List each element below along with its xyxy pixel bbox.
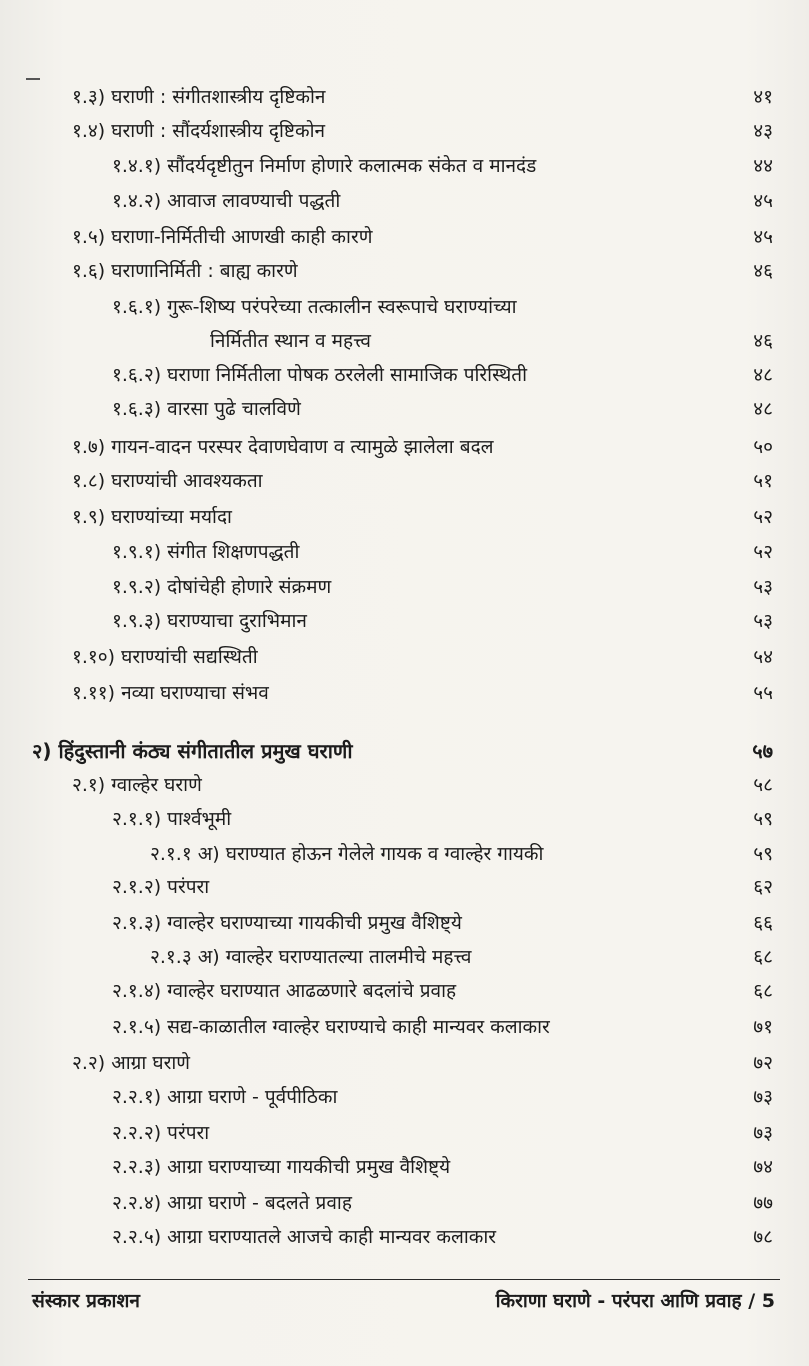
toc-entry-text: २.१.३) ग्वाल्हेर घराण्याच्या गायकीची प्रमुख वैशिष्ट्ये bbox=[112, 912, 462, 934]
toc-entry-text: १.६.२) घराणा निर्मितीला पोषक ठरलेली सामाजिक परिस्थिती bbox=[112, 364, 528, 386]
toc-page-number: ४८ bbox=[753, 364, 773, 386]
toc-row bbox=[0, 290, 809, 324]
toc-row bbox=[0, 1150, 809, 1184]
toc-row bbox=[0, 1186, 809, 1220]
toc-row bbox=[0, 535, 809, 569]
toc-row bbox=[0, 392, 809, 426]
toc-entry-text: १.४.२) आवाज लावण्याची पद्धती bbox=[112, 190, 341, 212]
toc-entry-text: २.२.१) आग्रा घराणे - पूर्वपीठिका bbox=[112, 1086, 338, 1108]
toc-row bbox=[0, 358, 809, 392]
footer-title-page: किराणा घराणे - परंपरा आणि प्रवाह / 5 bbox=[495, 1290, 775, 1312]
toc-entry-text: २.१) ग्वाल्हेर घराणे bbox=[72, 774, 202, 796]
toc-entry-text: १.११) नव्या घराण्याचा संभव bbox=[72, 682, 269, 704]
toc-page-number: ६२ bbox=[753, 876, 773, 898]
toc-page-number: ५१ bbox=[753, 470, 773, 492]
footer-publisher: संस्कार प्रकाशन bbox=[32, 1290, 140, 1312]
toc-entry-text: २.२.५) आग्रा घराण्यातले आजचे काही मान्यवर कलाकार bbox=[112, 1226, 497, 1248]
toc-page-number: ५८ bbox=[753, 774, 773, 796]
toc-row bbox=[0, 430, 809, 464]
toc-row bbox=[0, 184, 809, 218]
toc-row bbox=[0, 604, 809, 638]
toc-entry-text: १.४) घराणी : सौंदर्यशास्त्रीय दृष्टिकोन bbox=[72, 120, 326, 142]
toc-row bbox=[0, 149, 809, 183]
toc-row bbox=[0, 1080, 809, 1114]
toc-page-number: ५२ bbox=[753, 541, 773, 563]
toc-page-number: ४३ bbox=[753, 120, 773, 142]
toc-entry-text: १.८) घराण्यांची आवश्यकता bbox=[72, 470, 263, 492]
toc-entry-text: २.२.३) आग्रा घराण्याच्या गायकीची प्रमुख वैशिष्ट्ये bbox=[112, 1156, 451, 1178]
toc-page-number: ६८ bbox=[753, 946, 773, 968]
toc-page-number: ७३ bbox=[753, 1086, 773, 1108]
toc-page-number: ७८ bbox=[753, 1226, 773, 1248]
toc-page-number: ४५ bbox=[753, 226, 773, 248]
toc-entry-text: १.९.२) दोषांचेही होणारे संक्रमण bbox=[112, 576, 332, 598]
toc-row bbox=[0, 676, 809, 710]
toc-row bbox=[0, 570, 809, 604]
toc-row bbox=[0, 837, 809, 871]
toc-row bbox=[0, 114, 809, 148]
toc-entry-text: २.१.२) परंपरा bbox=[112, 876, 210, 898]
toc-page-number: ५४ bbox=[753, 646, 773, 668]
toc-row bbox=[0, 500, 809, 534]
toc-page-number: ७३ bbox=[753, 1122, 773, 1144]
toc-page-number: ७७ bbox=[753, 1192, 773, 1214]
toc-row bbox=[0, 1046, 809, 1080]
toc-row bbox=[0, 220, 809, 254]
toc-entry-text: २.१.५) सद्य-काळातील ग्वाल्हेर घराण्याचे काही मान्यवर कलाकार bbox=[112, 1016, 550, 1038]
toc-page-number: ५७ bbox=[752, 739, 773, 763]
toc-entry-text: १.१०) घराण्यांची सद्यस्थिती bbox=[72, 646, 258, 668]
toc-page-number: ७४ bbox=[753, 1156, 773, 1178]
toc-entry-text: २.१.१) पार्श्वभूमी bbox=[112, 808, 232, 830]
toc-entry-text: १.९.३) घराण्याचा दुराभिमान bbox=[112, 610, 307, 632]
toc-row bbox=[0, 940, 809, 974]
toc-page-number: ५९ bbox=[753, 808, 773, 830]
toc-entry-text: १.३) घराणी : संगीतशास्त्रीय दृष्टिकोन bbox=[72, 86, 326, 108]
toc-row bbox=[0, 768, 809, 802]
toc-entry-text: १.७) गायन-वादन परस्पर देवाणघेवाण व त्यामुळे झालेला बदल bbox=[72, 436, 494, 458]
footer-rule bbox=[28, 1279, 780, 1280]
toc-page-number: ५५ bbox=[753, 682, 773, 704]
toc-row bbox=[0, 1010, 809, 1044]
toc-entry-text: निर्मितीत स्थान व महत्त्व bbox=[210, 330, 371, 352]
toc-page-number: ४६ bbox=[753, 330, 773, 352]
toc-page-number: ४५ bbox=[753, 190, 773, 212]
toc-row bbox=[0, 324, 809, 358]
toc-entry-text: १.६.१) गुरू-शिष्य परंपरेच्या तत्कालीन स्वरूपाचे घराण्यांच्या bbox=[112, 296, 517, 318]
toc-entry-text: १.९.१) संगीत शिक्षणपद्धती bbox=[112, 541, 300, 563]
toc-page-number: ४८ bbox=[753, 398, 773, 420]
toc-row bbox=[0, 906, 809, 940]
toc-row bbox=[0, 802, 809, 836]
toc-entry-text: १.५) घराणा-निर्मितीची आणखी काही कारणे bbox=[72, 226, 373, 248]
toc-row bbox=[0, 254, 809, 288]
toc-entry-text: १.६) घराणानिर्मिती : बाह्य कारणे bbox=[72, 260, 298, 282]
toc-entry-text: २.२.४) आग्रा घराणे - बदलते प्रवाह bbox=[112, 1192, 352, 1214]
toc-entry-text: २.२.२) परंपरा bbox=[112, 1122, 210, 1144]
toc-page-number: ५९ bbox=[753, 843, 773, 865]
toc-entry-text: २.२) आग्रा घराणे bbox=[72, 1052, 191, 1074]
toc-chapter-row bbox=[0, 734, 809, 768]
toc-page-number: ७२ bbox=[753, 1052, 773, 1074]
toc-row bbox=[0, 870, 809, 904]
toc-page-number: ५२ bbox=[753, 506, 773, 528]
toc-row bbox=[0, 1220, 809, 1254]
toc-row bbox=[0, 80, 809, 114]
toc-entry-text: २.१.३ अ) ग्वाल्हेर घराण्यातल्या तालमीचे महत्त्व bbox=[150, 946, 472, 968]
toc-page-number: ५३ bbox=[753, 610, 773, 632]
toc-page-number: ६८ bbox=[753, 980, 773, 1002]
toc-entry-text: २.१.४) ग्वाल्हेर घराण्यात आढळणारे बदलांचे प्रवाह bbox=[112, 980, 457, 1002]
toc-entry-text: १.९) घराण्यांच्या मर्यादा bbox=[72, 506, 232, 528]
toc-row bbox=[0, 1116, 809, 1150]
toc-entry-text: १.४.१) सौंदर्यदृष्टीतुन निर्माण होणारे कलात्मक संकेत व मानदंड bbox=[112, 155, 537, 177]
toc-entry-text: २.१.१ अ) घराण्यात होऊन गेलेले गायक व ग्वाल्हेर गायकी bbox=[150, 843, 544, 865]
toc-row bbox=[0, 640, 809, 674]
toc-page-number: ७१ bbox=[753, 1016, 773, 1038]
toc-row bbox=[0, 464, 809, 498]
toc-page-number: ५० bbox=[753, 436, 773, 458]
toc-page-number: ५३ bbox=[753, 576, 773, 598]
toc-entry-text: २) हिंदुस्तानी कंठ्य संगीतातील प्रमुख घराणी bbox=[32, 739, 353, 763]
toc-page-number: ४४ bbox=[753, 155, 773, 177]
toc-entry-text: १.६.३) वारसा पुढे चालविणे bbox=[112, 398, 301, 420]
toc-page-number: ४१ bbox=[753, 86, 773, 108]
toc-page-number: ४६ bbox=[753, 260, 773, 282]
toc-page-number: ६६ bbox=[753, 912, 773, 934]
toc-row bbox=[0, 974, 809, 1008]
